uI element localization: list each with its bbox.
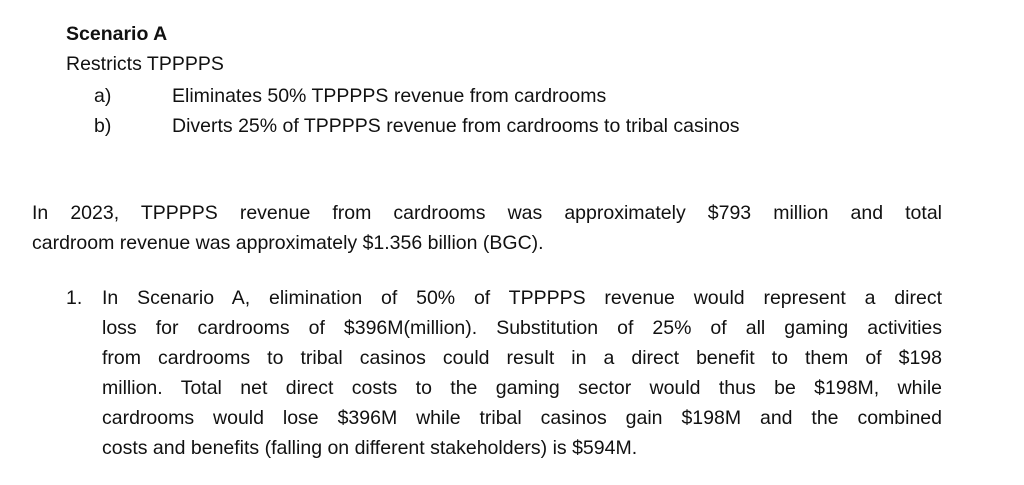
scenario-title: Scenario A <box>66 23 168 45</box>
revenue-paragraph <box>32 198 942 258</box>
numbered-item-body <box>102 283 942 463</box>
scenario-subtitle: Restricts TPPPPS <box>66 53 224 75</box>
paragraph-line: cardroom revenue was approximately $1.356 billion (BGC). <box>32 232 544 254</box>
numbered-item-line: cardrooms would lose $396M while tribal casinos gain $198M and the combined <box>102 407 942 429</box>
list-marker: b) <box>94 115 112 137</box>
list-number: 1. <box>66 287 83 309</box>
scenario-list-item <box>94 114 740 138</box>
numbered-item-line: from cardrooms to tribal casinos could result in a direct benefit to them of $198 <box>102 347 942 369</box>
numbered-item-line: loss for cardrooms of $396M(million). Substitution of 25% of all gaming activities <box>102 317 942 339</box>
list-marker: a) <box>94 85 112 107</box>
numbered-item-line: In Scenario A, elimination of 50% of TPPPPS revenue would represent a direct <box>102 287 942 309</box>
numbered-item-line: costs and benefits (falling on different stakeholders) is $594M. <box>102 437 638 459</box>
scenario-list-item <box>94 84 606 108</box>
paragraph-line: In 2023, TPPPPS revenue from cardrooms was approximately $793 million and total <box>32 202 942 224</box>
list-item-text: Diverts 25% of TPPPPS revenue from cardrooms to tribal casinos <box>172 115 740 137</box>
list-item-text: Eliminates 50% TPPPPS revenue from cardrooms <box>172 85 607 107</box>
numbered-item-line: million. Total net direct costs to the gaming sector would thus be $198M, while <box>102 377 942 399</box>
